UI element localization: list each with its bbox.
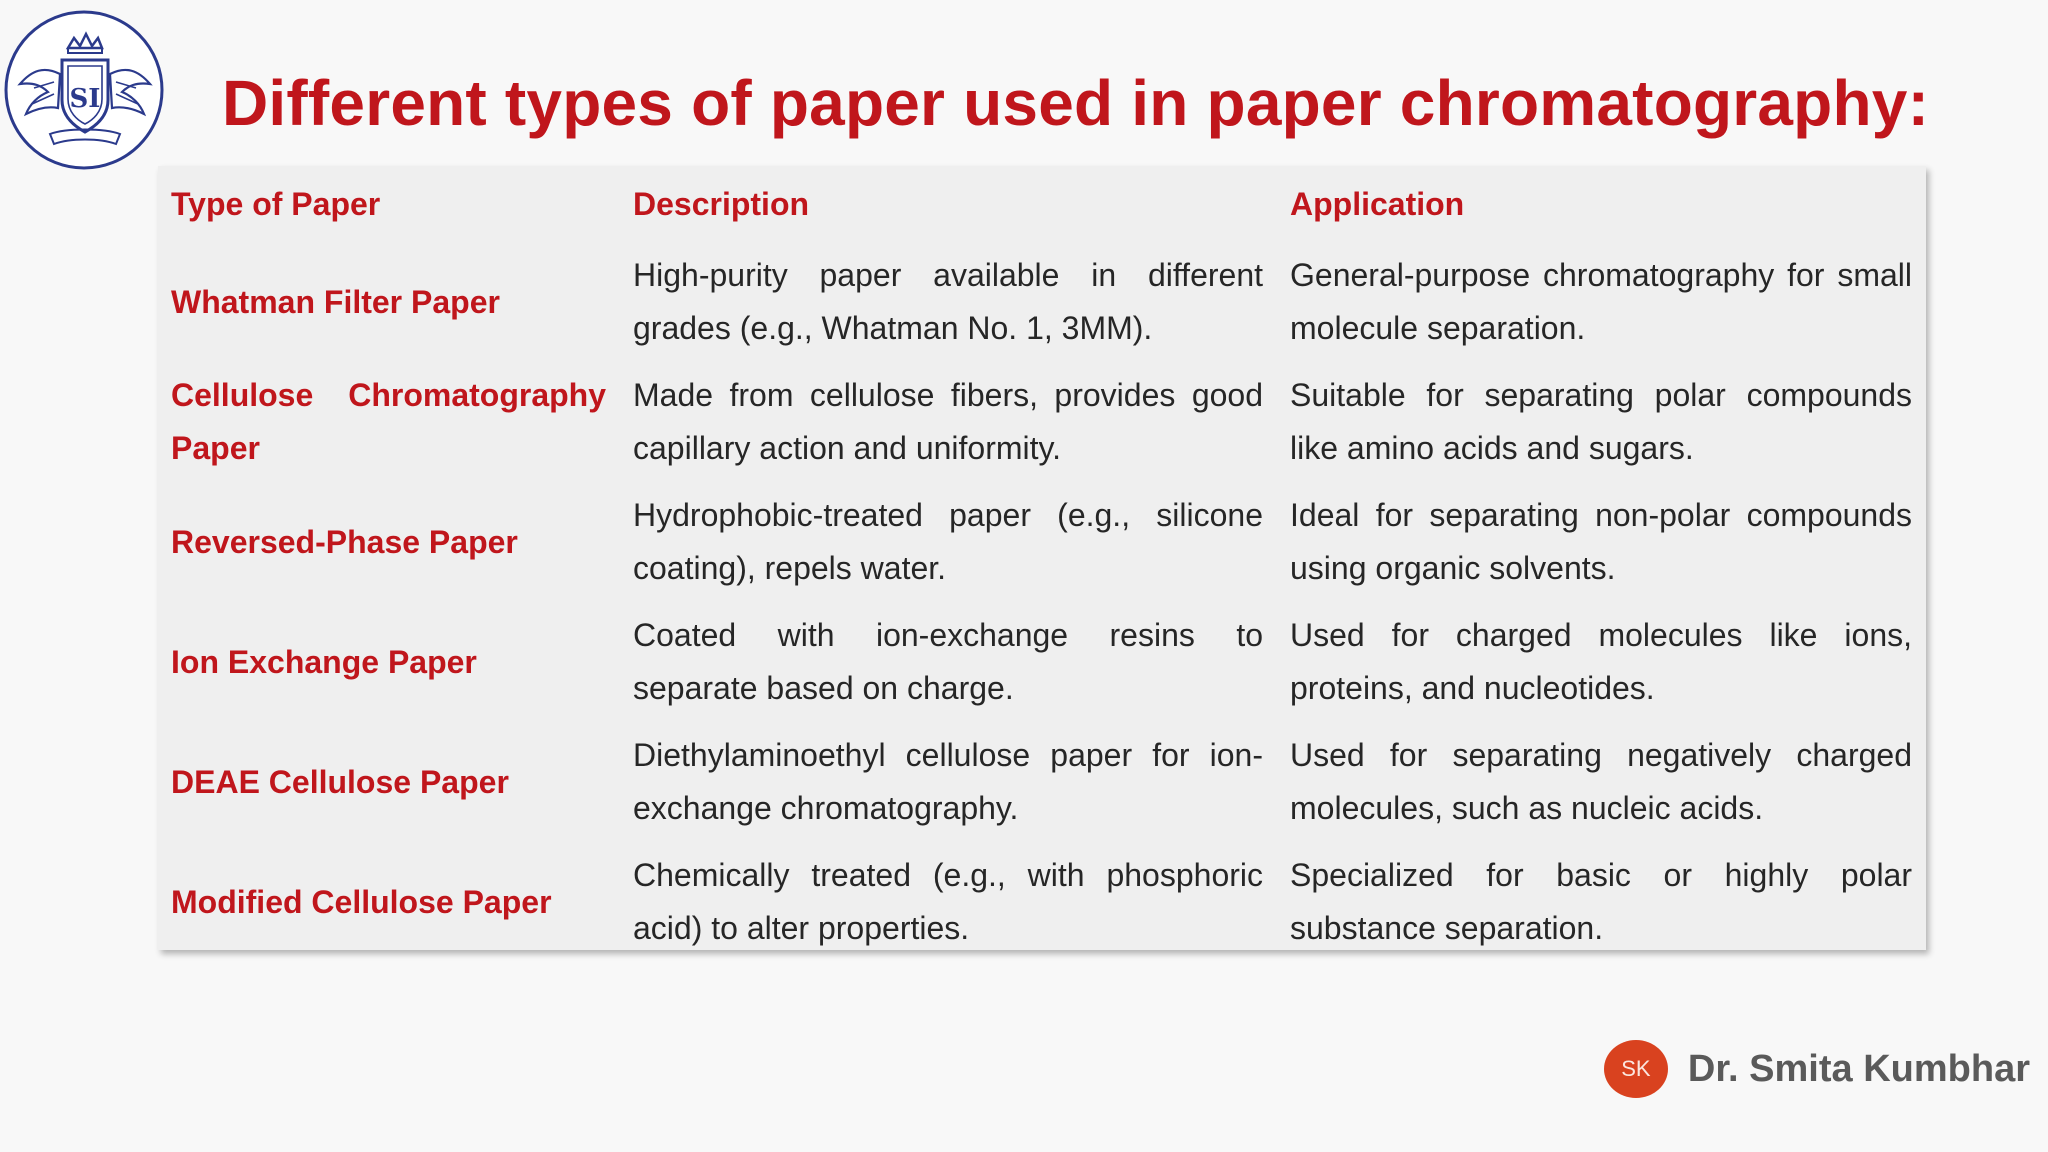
table-row	[158, 602, 1926, 722]
description-cell: Hydrophobic-treated paper (e.g., silicone coating), repels water.	[633, 497, 1263, 586]
table-row	[158, 242, 1926, 362]
table-row	[158, 482, 1926, 602]
paper-types-table	[158, 166, 1926, 950]
paper-type-cell: Cellulose Chromatography Paper	[171, 377, 606, 466]
description-cell: Coated with ion-exchange resins to separate based on charge.	[633, 617, 1263, 706]
crest-icon	[4, 4, 166, 174]
table-row	[158, 722, 1926, 842]
header-type-of-paper: Type of Paper	[171, 185, 381, 222]
table-header-row	[158, 166, 1926, 242]
description-cell: Chemically treated (e.g., with phosphoric acid) to alter properties.	[633, 857, 1263, 946]
paper-type-cell: Modified Cellulose Paper	[171, 883, 552, 920]
header-description: Description	[633, 185, 810, 222]
paper-type-cell: Ion Exchange Paper	[171, 643, 477, 680]
logo-lettering: SI	[69, 84, 101, 114]
paper-type-cell: Whatman Filter Paper	[171, 283, 500, 320]
description-cell: Diethylaminoethyl cellulose paper for ion-exchange chromatography.	[633, 737, 1263, 826]
table	[158, 166, 1926, 962]
application-cell: Ideal for separating non-polar compounds using organic solvents.	[1290, 497, 1912, 586]
avatar: SK	[1604, 1040, 1668, 1098]
presenter-badge	[1604, 1040, 2030, 1098]
paper-type-cell: Reversed-Phase Paper	[171, 523, 518, 560]
header-application: Application	[1290, 185, 1465, 222]
institution-logo	[4, 4, 166, 174]
presenter-name: Dr. Smita Kumbhar	[1687, 1047, 2030, 1090]
application-cell: Used for charged molecules like ions, proteins, and nucleotides.	[1290, 617, 1912, 706]
table-row	[158, 362, 1926, 482]
paper-type-cell: DEAE Cellulose Paper	[171, 763, 509, 800]
application-cell: General-purpose chromatography for small molecule separation.	[1290, 257, 1912, 346]
application-cell: Specialized for basic or highly polar substance separation.	[1290, 857, 1912, 946]
table-row	[158, 842, 1926, 962]
description-cell: Made from cellulose fibers, provides good capillary action and uniformity.	[633, 377, 1263, 466]
description-cell: High-purity paper available in different grades (e.g., Whatman No. 1, 3MM).	[633, 257, 1263, 346]
application-cell: Used for separating negatively charged molecules, such as nucleic acids.	[1290, 737, 1912, 826]
application-cell: Suitable for separating polar compounds like amino acids and sugars.	[1290, 377, 1912, 466]
slide-title: Different types of paper used in paper chromatography:	[222, 67, 1930, 139]
